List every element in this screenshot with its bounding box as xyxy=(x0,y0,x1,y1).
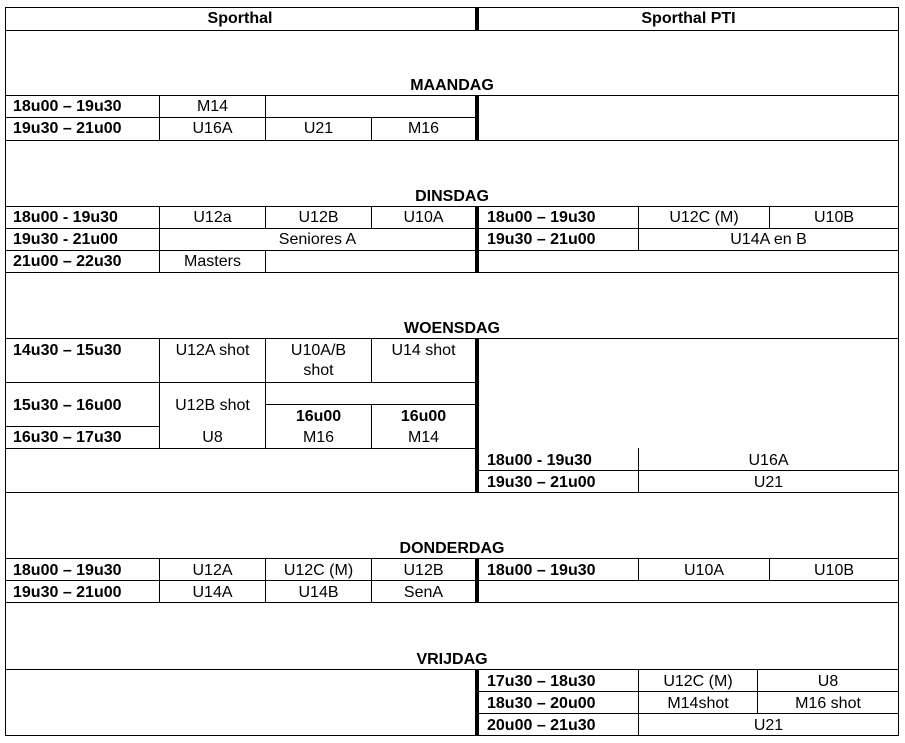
dinsdag-time-2: 19u30 - 21u00 xyxy=(13,231,118,248)
maandag-slot-2b: U21 xyxy=(303,120,334,137)
donderdag-time-1: 18u00 – 19u30 xyxy=(13,562,122,579)
vrijdag-pti-slot-1b: U8 xyxy=(817,673,839,690)
woensdag-slot-3b: M16 xyxy=(302,429,335,446)
woensdag-time-1: 14u30 – 15u30 xyxy=(13,342,122,359)
vrijdag-pti-time-1: 17u30 – 18u30 xyxy=(487,673,596,690)
woensdag-slot-3a: U8 xyxy=(202,429,223,446)
donderdag-pti-slot-1a: U10A xyxy=(683,562,725,579)
dinsdag-pti-time-2: 19u30 – 21u00 xyxy=(487,231,596,248)
woensdag-slot-2a: U12B shot xyxy=(175,397,250,414)
maandag-slot-2c: M16 xyxy=(407,120,440,137)
donderdag-slot-1b: U12C (M) xyxy=(283,562,354,579)
header-sporthal-pti: Sporthal PTI xyxy=(641,10,736,27)
dinsdag-time-3: 21u00 – 22u30 xyxy=(13,253,122,270)
header-sporthal: Sporthal xyxy=(207,10,273,27)
dinsdag-pti-slot-1a: U12C (M) xyxy=(669,209,739,226)
day-heading-donderdag: DONDERDAG xyxy=(399,540,505,557)
vrijdag-pti-time-3: 20u00 – 21u30 xyxy=(487,717,596,734)
woensdag-slot-1b-line1: U10A/B xyxy=(290,342,347,359)
dinsdag-slot-2a: Seniores A xyxy=(278,231,357,248)
woensdag-slot-b-time: 16u00 xyxy=(295,408,342,425)
day-heading-dinsdag: DINSDAG xyxy=(415,188,489,205)
maandag-time-1: 18u00 – 19u30 xyxy=(13,98,122,115)
vrijdag-pti-time-2: 18u30 – 20u00 xyxy=(487,695,596,712)
maandag-time-2: 19u30 – 21u00 xyxy=(13,120,122,137)
day-heading-vrijdag: VRIJDAG xyxy=(416,651,488,668)
donderdag-time-2: 19u30 – 21u00 xyxy=(13,584,122,601)
donderdag-slot-1a: U12A xyxy=(192,562,233,579)
dinsdag-pti-time-1: 18u00 – 19u30 xyxy=(487,209,596,226)
day-heading-woensdag: WOENSDAG xyxy=(404,320,500,337)
maandag-slot-2a: U16A xyxy=(192,120,233,137)
dinsdag-time-1: 18u00 - 19u30 xyxy=(13,209,118,226)
woensdag-pti-slot-2a: U21 xyxy=(753,474,784,491)
dinsdag-pti-slot-1b: U10B xyxy=(813,209,855,226)
dinsdag-pti-slot-2a: U14A en B xyxy=(730,231,807,248)
donderdag-slot-2b: U14B xyxy=(298,584,339,601)
woensdag-pti-slot-1a: U16A xyxy=(748,452,789,469)
woensdag-slot-c-time: 16u00 xyxy=(400,408,447,425)
woensdag-slot-1a: U12A shot xyxy=(175,342,250,359)
dinsdag-slot-1c: U10A xyxy=(403,209,444,226)
donderdag-slot-2c: SenA xyxy=(403,584,444,601)
dinsdag-slot-1b: U12B xyxy=(298,209,339,226)
vrijdag-pti-slot-2b: M16 shot xyxy=(795,695,861,712)
woensdag-time-2: 15u30 – 16u00 xyxy=(13,397,122,414)
donderdag-slot-1c: U12B xyxy=(403,562,444,579)
vrijdag-pti-slot-2a: M14shot xyxy=(667,695,729,712)
woensdag-pti-time-2: 19u30 – 21u00 xyxy=(487,474,596,491)
donderdag-pti-time-1: 18u00 – 19u30 xyxy=(487,562,596,579)
donderdag-pti-slot-1b: U10B xyxy=(813,562,855,579)
woensdag-time-3: 16u30 – 17u30 xyxy=(13,429,122,446)
dinsdag-slot-3a: Masters xyxy=(184,253,241,270)
dinsdag-slot-1a: U12a xyxy=(193,209,232,226)
woensdag-slot-1c: U14 shot xyxy=(391,342,456,359)
vrijdag-pti-slot-3a: U21 xyxy=(753,717,784,734)
vrijdag-pti-slot-1a: U12C (M) xyxy=(663,673,733,690)
donderdag-slot-2a: U14A xyxy=(192,584,233,601)
day-heading-maandag: MAANDAG xyxy=(410,77,494,94)
woensdag-pti-time-1: 18u00 - 19u30 xyxy=(487,452,592,469)
woensdag-slot-3c: M14 xyxy=(407,429,440,446)
maandag-slot-1a: M14 xyxy=(196,98,229,115)
woensdag-slot-1b-line2: shot xyxy=(303,362,334,379)
